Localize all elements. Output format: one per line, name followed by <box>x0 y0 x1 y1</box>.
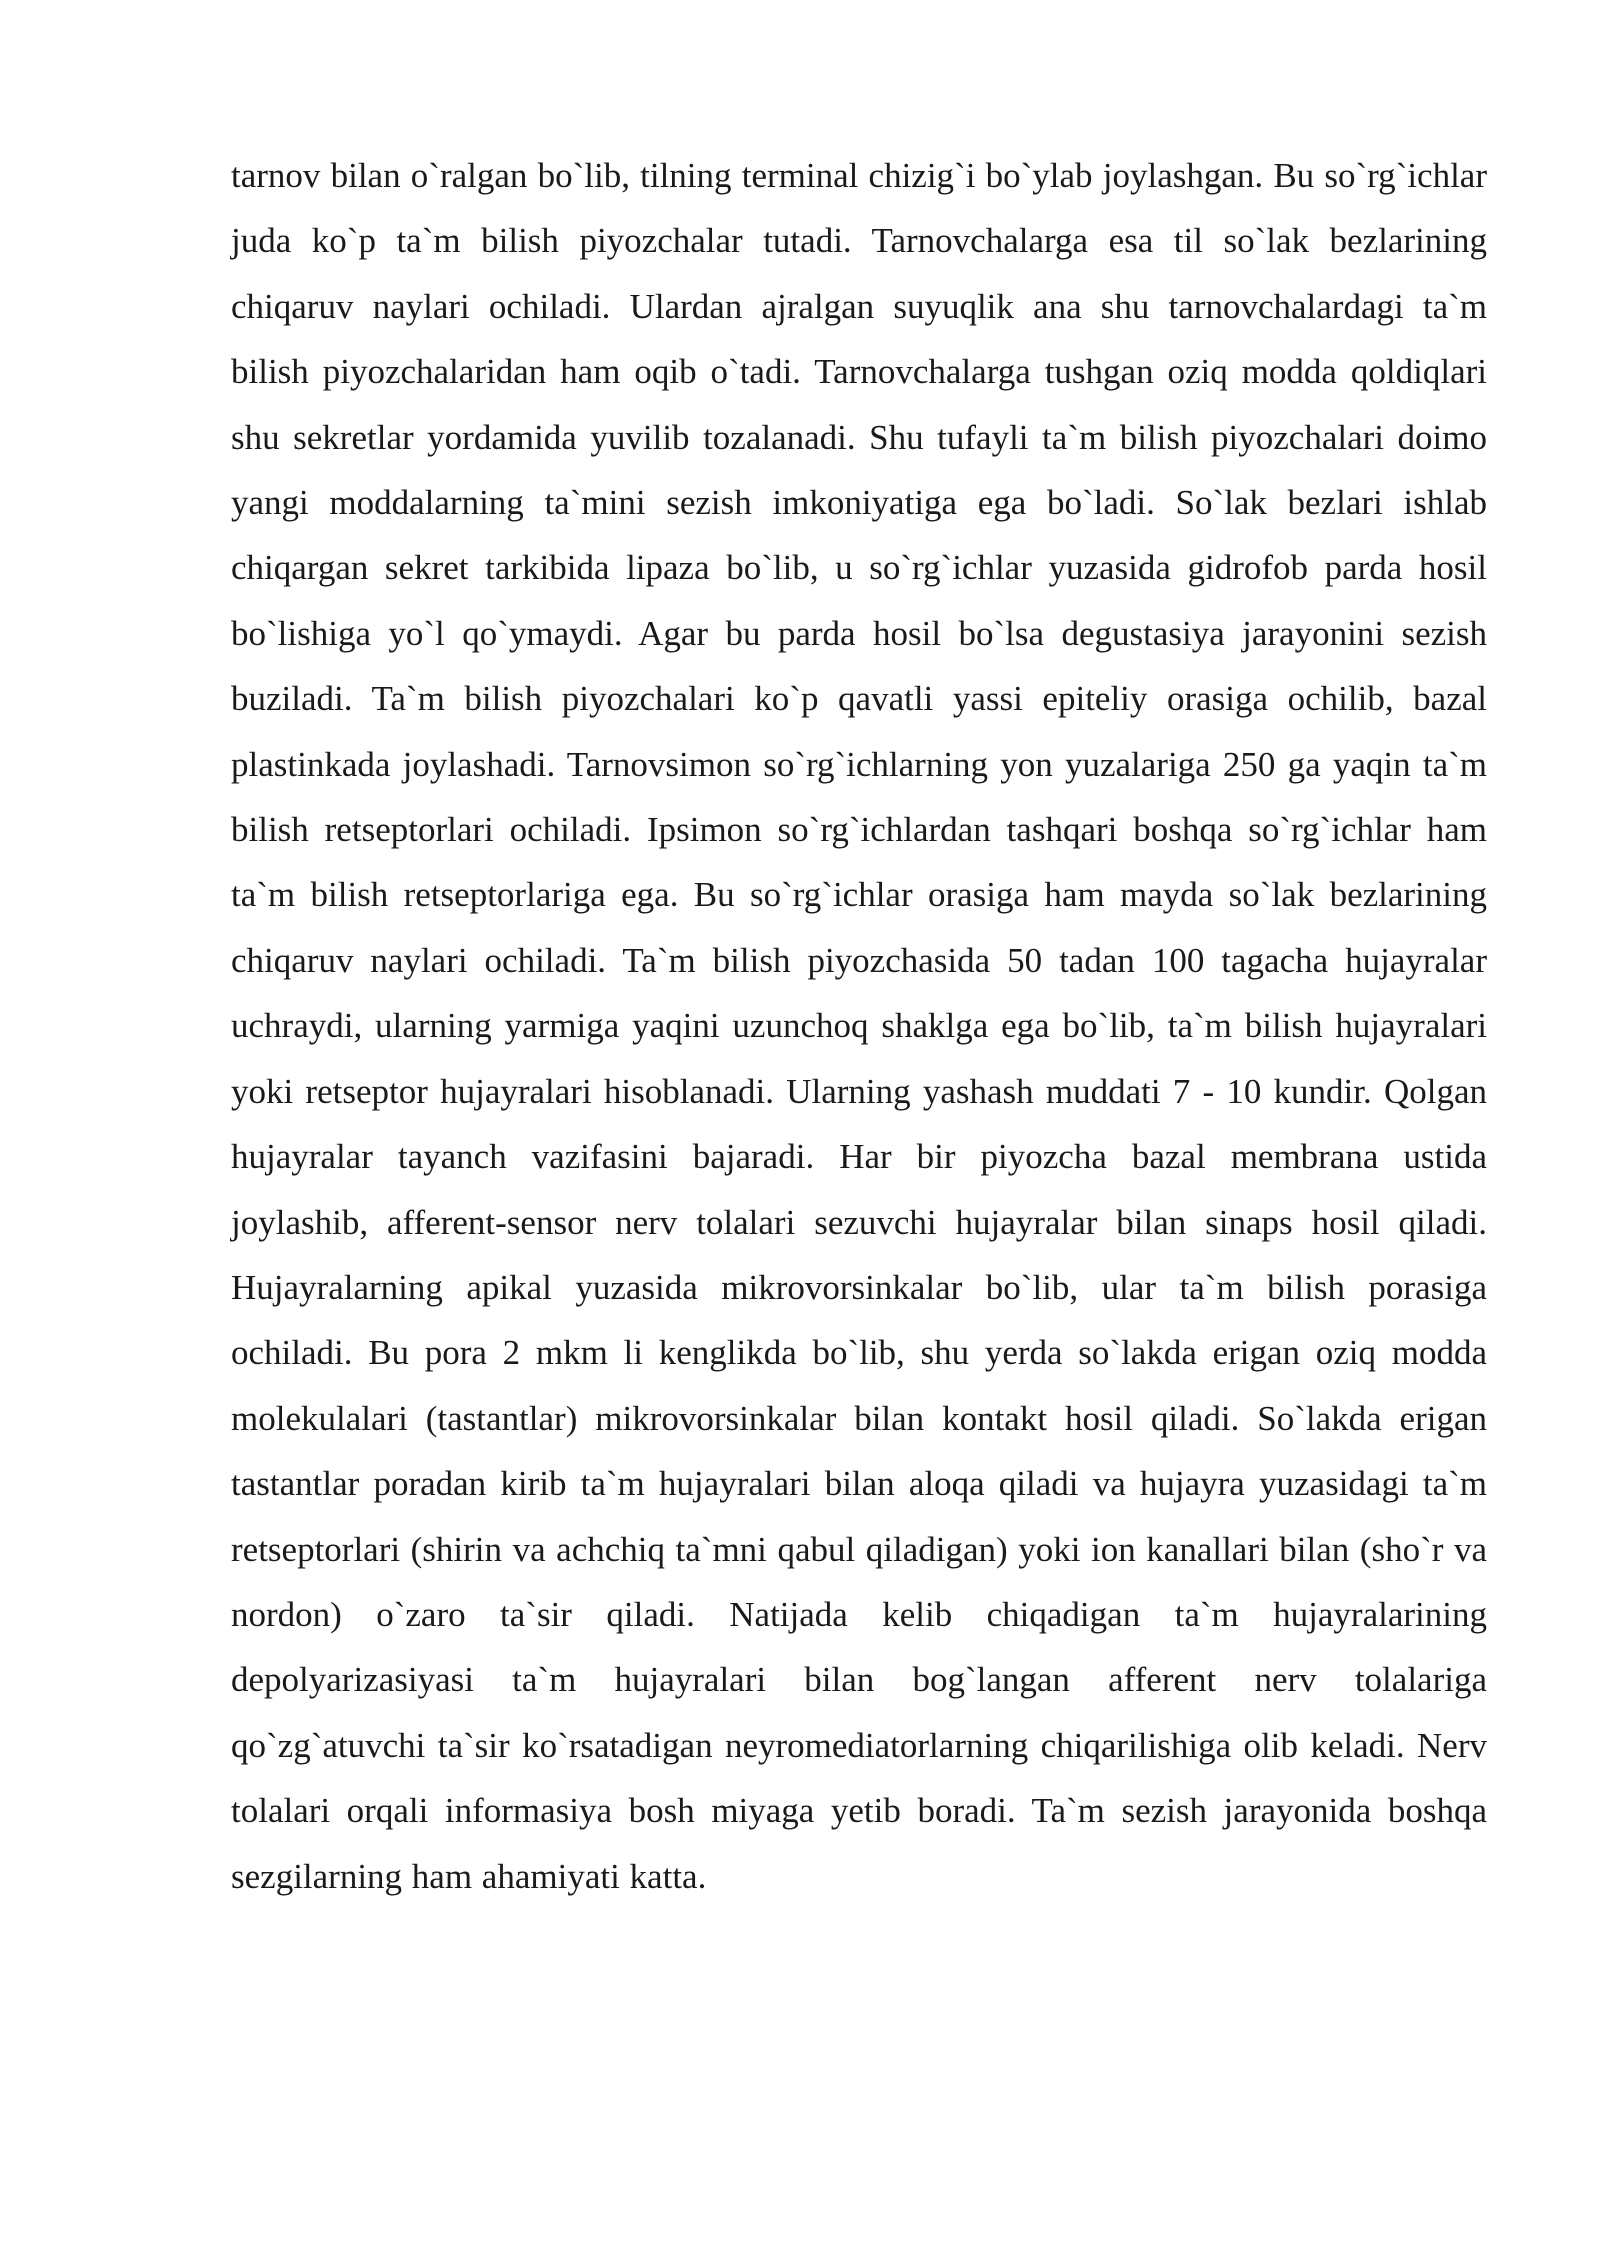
body-paragraph: tarnov bilan o`ralgan bo`lib, tilning terminal chizig`i bo`ylab joylashgan. Bu so`rg`ichlar juda ko`p ta`m bilish piyozchalar tutadi. Tarnovchalarga esa til so`lak bezlarining chiqaruv naylari ochiladi. Ulardan ajralgan suyuqlik ana shu tarnovchalardagi ta`m bilish piyozchalaridan ham oqib o`tadi. Tarnovchalarga tushgan oziq modda qoldiqlari shu sekretlar yordamida yuvilib tozalanadi. Shu tufayli ta`m bilish piyozchalari doimo yangi moddalarning ta`mini sezish imkoniyatiga ega bo`ladi. So`lak bezlari ishlab chiqargan sekret tarkibida lipaza bo`lib, u so`rg`ichlar yuzasida gidrofob parda hosil bo`lishiga yo`l qo`ymaydi. Agar bu parda hosil bo`lsa degustasiya jarayonini sezish buziladi. Ta`m bilish piyozchalari ko`p qavatli yassi epiteliy orasiga ochilib, bazal plastinkada joylashadi. Tarnovsimon so`rg`ichlarning yon yuzalariga 250 ga yaqin ta`m bilish retseptorlari ochiladi. Ipsimon so`rg`ichlardan tashqari boshqa so`rg`ichlar ham ta`m bilish retseptorlariga ega. Bu so`rg`ichlar orasiga ham mayda so`lak bezlarining chiqaruv naylari ochiladi. Ta`m bilish piyozchasida 50 tadan 100 tagacha hujayralar uchraydi, ularning yarmiga yaqini uzunchoq shaklga ega bo`lib, ta`m bilish hujayralari yoki retseptor hujayralari hisoblanadi. Ularning yashash muddati 7 - 10 kundir. Qolgan hujayralar tayanch vazifasini bajaradi. Har bir piyozcha bazal membrana ustida joylashib, afferent-sensor nerv tolalari sezuvchi hujayralar bilan sinaps hosil qiladi. Hujayralarning apikal yuzasida mikrovorsinkalar bo`lib, ular ta`m bilish porasiga ochiladi. Bu pora 2 mkm li kenglikda bo`lib, shu yerda so`lakda erigan oziq modda molekulalari (tastantlar) mikrovorsinkalar bilan kontakt hosil qiladi. So`lakda erigan tastantlar poradan kirib ta`m hujayralari bilan aloqa qiladi va hujayra yuzasidagi ta`m retseptorlari (shirin va achchiq ta`mni qabul qiladigan) yoki ion kanallari bilan (sho`r va nordon) o`zaro ta`sir qiladi. Natijada kelib chiqadigan ta`m hujayralarining depolyarizasiyasi ta`m hujayralari bilan bog`langan afferent nerv tolalariga qo`zg`atuvchi ta`sir ko`rsatadigan neyromediatorlarning chiqarilishiga olib keladi. Nerv tolalari orqali informasiya bosh miyaga yetib boradi. Ta`m sezish jarayonida boshqa sezgilarning ham ahamiyati katta. <box>231 156 1487 1896</box>
